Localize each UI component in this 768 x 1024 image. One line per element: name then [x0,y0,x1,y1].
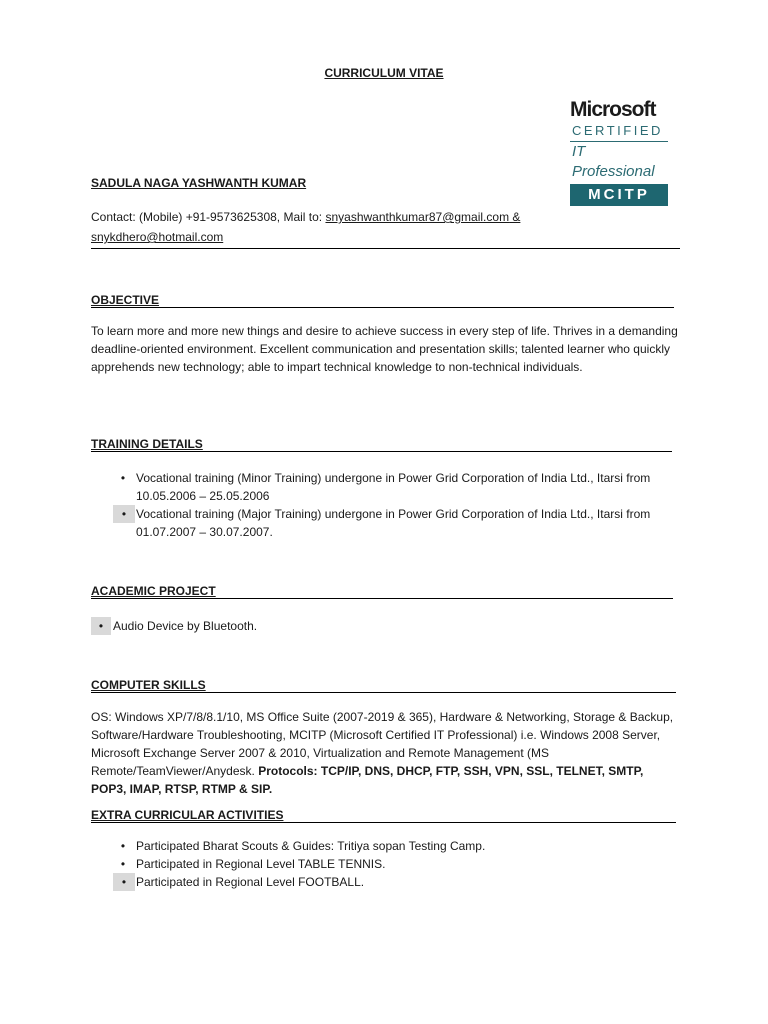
bullet-icon: • [113,505,135,523]
list-item [91,855,681,873]
activities-divider [91,822,676,823]
project-list [91,617,681,635]
bullet-icon: • [91,617,111,635]
bullet-icon: • [120,471,126,485]
objective-text: To learn more and more new things and desire to achieve success in every step of life. Thrives in a demanding deadline-oriented environment. Excellent communication and presentation skills; talented learner who quickly apprehends new technology; able to impart technical knowledge to non-technical individuals. [91,324,678,374]
list-item [91,837,681,855]
email-link-gmail[interactable]: snyashwanthkumar87@gmail.com [325,210,510,224]
logo-brand: Microsoft [570,98,656,121]
training-item-text: Vocational training (Major Training) undergone in Power Grid Corporation of India Ltd., Itarsi from 01.07.2007 – 30.07.2007. [136,507,651,539]
logo-mcitp-badge: MCITP [570,184,668,206]
protocols-text: Protocols: TCP/IP, DNS, DHCP, FTP, SSH, VPN, SSL, TELNET, SMTP, POP3, IMAP, RTSP, RTMP & SIP. [91,764,644,796]
bullet-icon: • [120,839,126,853]
contact-prefix: Contact: (Mobile) +91-9573625308, Mail to: [91,210,326,224]
training-item-text: Vocational training (Minor Training) undergone in Power Grid Corporation of India Ltd., Itarsi from 10.05.2006 – 25.05.2006 [136,471,651,503]
objective-heading: OBJECTIVE [91,293,160,307]
contact-separator: & [509,210,521,224]
training-heading: TRAINING DETAILS [91,437,203,451]
list-item [91,469,681,505]
activity-item-text: Participated in Regional Level TABLE TENNIS. [136,857,386,871]
skills-heading: COMPUTER SKILLS [91,678,206,692]
document-title: CURRICULUM VITAE [324,66,444,80]
training-divider [91,451,672,452]
logo-it-professional-text: IT Professional [570,141,668,182]
activity-item-text: Participated in Regional Level FOOTBALL. [136,875,365,889]
objective-divider [91,307,674,308]
skills-text [91,708,681,798]
candidate-name: SADULA NAGA YASHWANTH KUMAR [91,176,307,190]
activities-list [91,837,681,891]
microsoft-certified-logo [570,98,668,203]
activities-heading: EXTRA CURRICULAR ACTIVITIES [91,808,284,822]
list-item [91,873,681,891]
header-divider [91,248,680,249]
skills-plain-text: OS: Windows XP/7/8/8.1/10, MS Office Suite (2007-2019 & 365), Hardware & Networking, Storage & Backup, Software/Hardware Troubleshooting, MCITP (Microsoft Certified IT Professional) i.e. Windows 2008 Server, Microsoft Exchange Server 2007 & 2010, Virtualization and Remote Management (MS Remote/TeamViewer/Anydesk. [91,710,674,778]
logo-certified-text: CERTIFIED [572,123,663,138]
project-divider [91,598,673,599]
project-item-text: Audio Device by Bluetooth. [113,619,258,633]
email-link-hotmail[interactable]: snykdhero@hotmail.com [91,230,224,244]
list-item [91,505,681,541]
training-list [91,469,681,541]
contact-line [91,207,681,247]
bullet-icon: • [120,857,126,871]
skills-divider [91,692,676,693]
activity-item-text: Participated Bharat Scouts & Guides: Tritiya sopan Testing Camp. [136,839,486,853]
project-heading: ACADEMIC PROJECT [91,584,216,598]
list-item [91,617,681,635]
bullet-icon: • [113,873,135,891]
